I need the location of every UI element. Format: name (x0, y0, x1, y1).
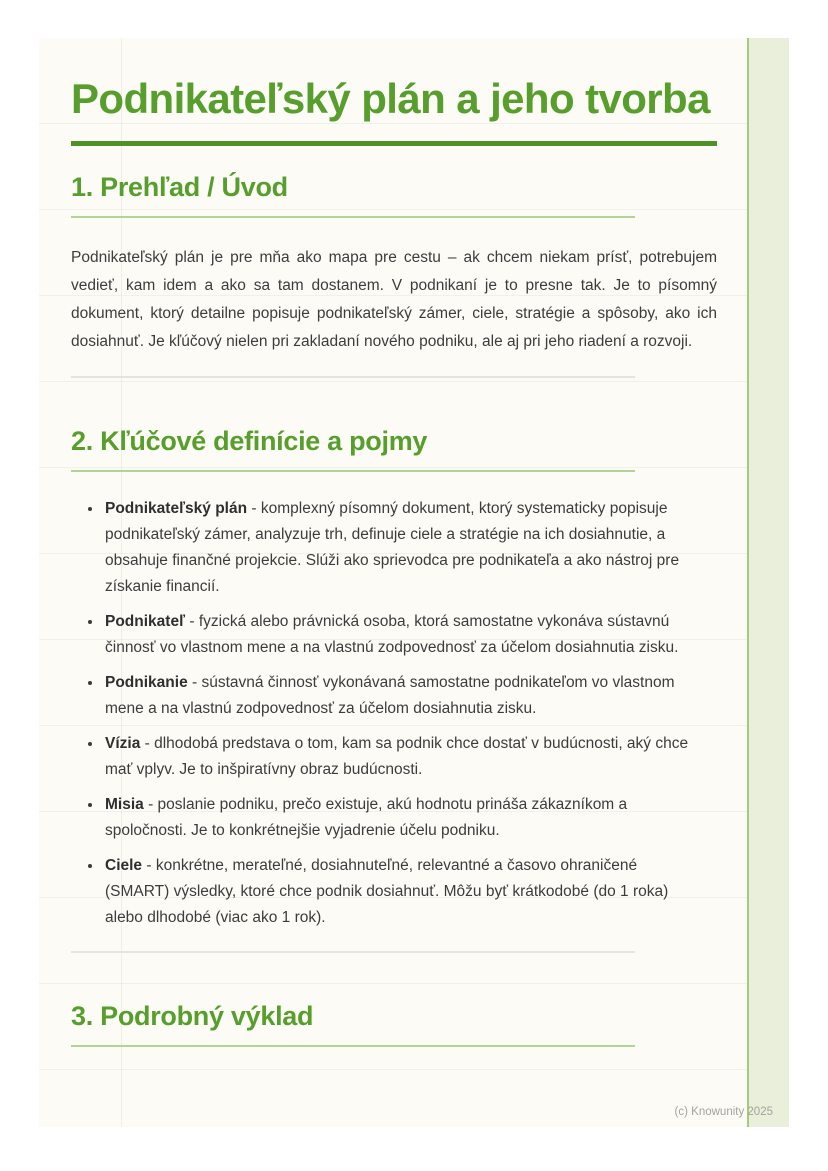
section-spacer (71, 378, 717, 400)
list-item (103, 670, 695, 722)
title-rule (71, 141, 717, 146)
term-label: Ciele (105, 857, 143, 875)
term-label: Podnikateľ (105, 613, 186, 631)
section-detail-underline (71, 1045, 635, 1047)
list-item (103, 731, 695, 783)
term-label: Misia (105, 796, 144, 814)
section-spacer (71, 953, 717, 975)
list-item (103, 853, 695, 931)
list-item (103, 792, 695, 844)
section-definitions-heading: 2. Kľúčové definície a pojmy (71, 426, 428, 457)
term-definition: - dlhodobá predstava o tom, kam sa podnik chce dostať v budúcnosti, aký chce mať vplyv. Je to inšpiratívny obraz budúcnosti. (105, 735, 689, 779)
definitions-list (71, 496, 717, 931)
section-overview-underline (71, 216, 635, 218)
list-item (103, 609, 695, 661)
page-edge-stripe (747, 38, 789, 1127)
list-item (103, 496, 695, 600)
section-definitions-underline (71, 470, 635, 472)
term-definition: - komplexný písomný dokument, ktorý systematicky popisuje podnikateľský zámer, analyzuje trh, definuje ciele a stratégie na ich dosiahnutie, a obsahuje finančné projekcie. Slúži ako sprievodca pre podnikateľa a ako nástroj pre získanie financií. (105, 500, 680, 596)
term-label: Podnikateľský plán (105, 500, 248, 518)
section-definitions (71, 426, 717, 953)
section-detail-heading: 3. Podrobný výklad (71, 1001, 314, 1032)
term-definition: - poslanie podniku, prečo existuje, akú hodnotu prináša zákazníkom a spoločnosti. Je to konkrétnejšie vyjadrenie účelu podniku. (105, 796, 628, 840)
footer-credit: (c) Knowunity 2025 (674, 1106, 773, 1118)
page-title: Podnikateľský plán a jeho tvorba (71, 75, 710, 122)
term-label: Podnikanie (105, 674, 188, 692)
term-definition: - konkrétne, merateľné, dosiahnuteľné, relevantné a časovo ohraničené (SMART) výsledky, ktoré chce podnik dosiahnuť. Môžu byť krátkodobé (do 1 roka) alebo dlhodobé (viac ako 1 rok). (105, 857, 669, 927)
section-detail (71, 1001, 717, 1047)
overview-paragraph: Podnikateľský plán je pre mňa ako mapa pre cestu – ak chcem niekam prísť, potrebujem vedieť, kam idem a ako sa tam dostanem. V podnikaní je to presne tak. Je to písomný dokument, ktorý detailne popisuje podnikateľský zámer, ciele, stratégie a spôsoby, ako ich dosiahnuť. Je kľúčový nielen pri zakladaní nového podniku, ale aj pri jeho riadení a rozvoji. (71, 249, 717, 351)
document-card (39, 38, 789, 1127)
section-overview (71, 172, 717, 378)
term-definition: - sústavná činnosť vykonávaná samostatne podnikateľom vo vlastnom mene a na vlastnú zodpovednosť za účelom dosiahnutia zisku. (105, 674, 675, 718)
term-definition: - fyzická alebo právnická osoba, ktorá samostatne vykonáva sústavnú činnosť vo vlastnom mene a na vlastnú zodpovednosť za účelom dosiahnutia zisku. (105, 613, 679, 657)
term-label: Vízia (105, 735, 141, 753)
section-overview-heading: 1. Prehľad / Úvod (71, 172, 288, 203)
